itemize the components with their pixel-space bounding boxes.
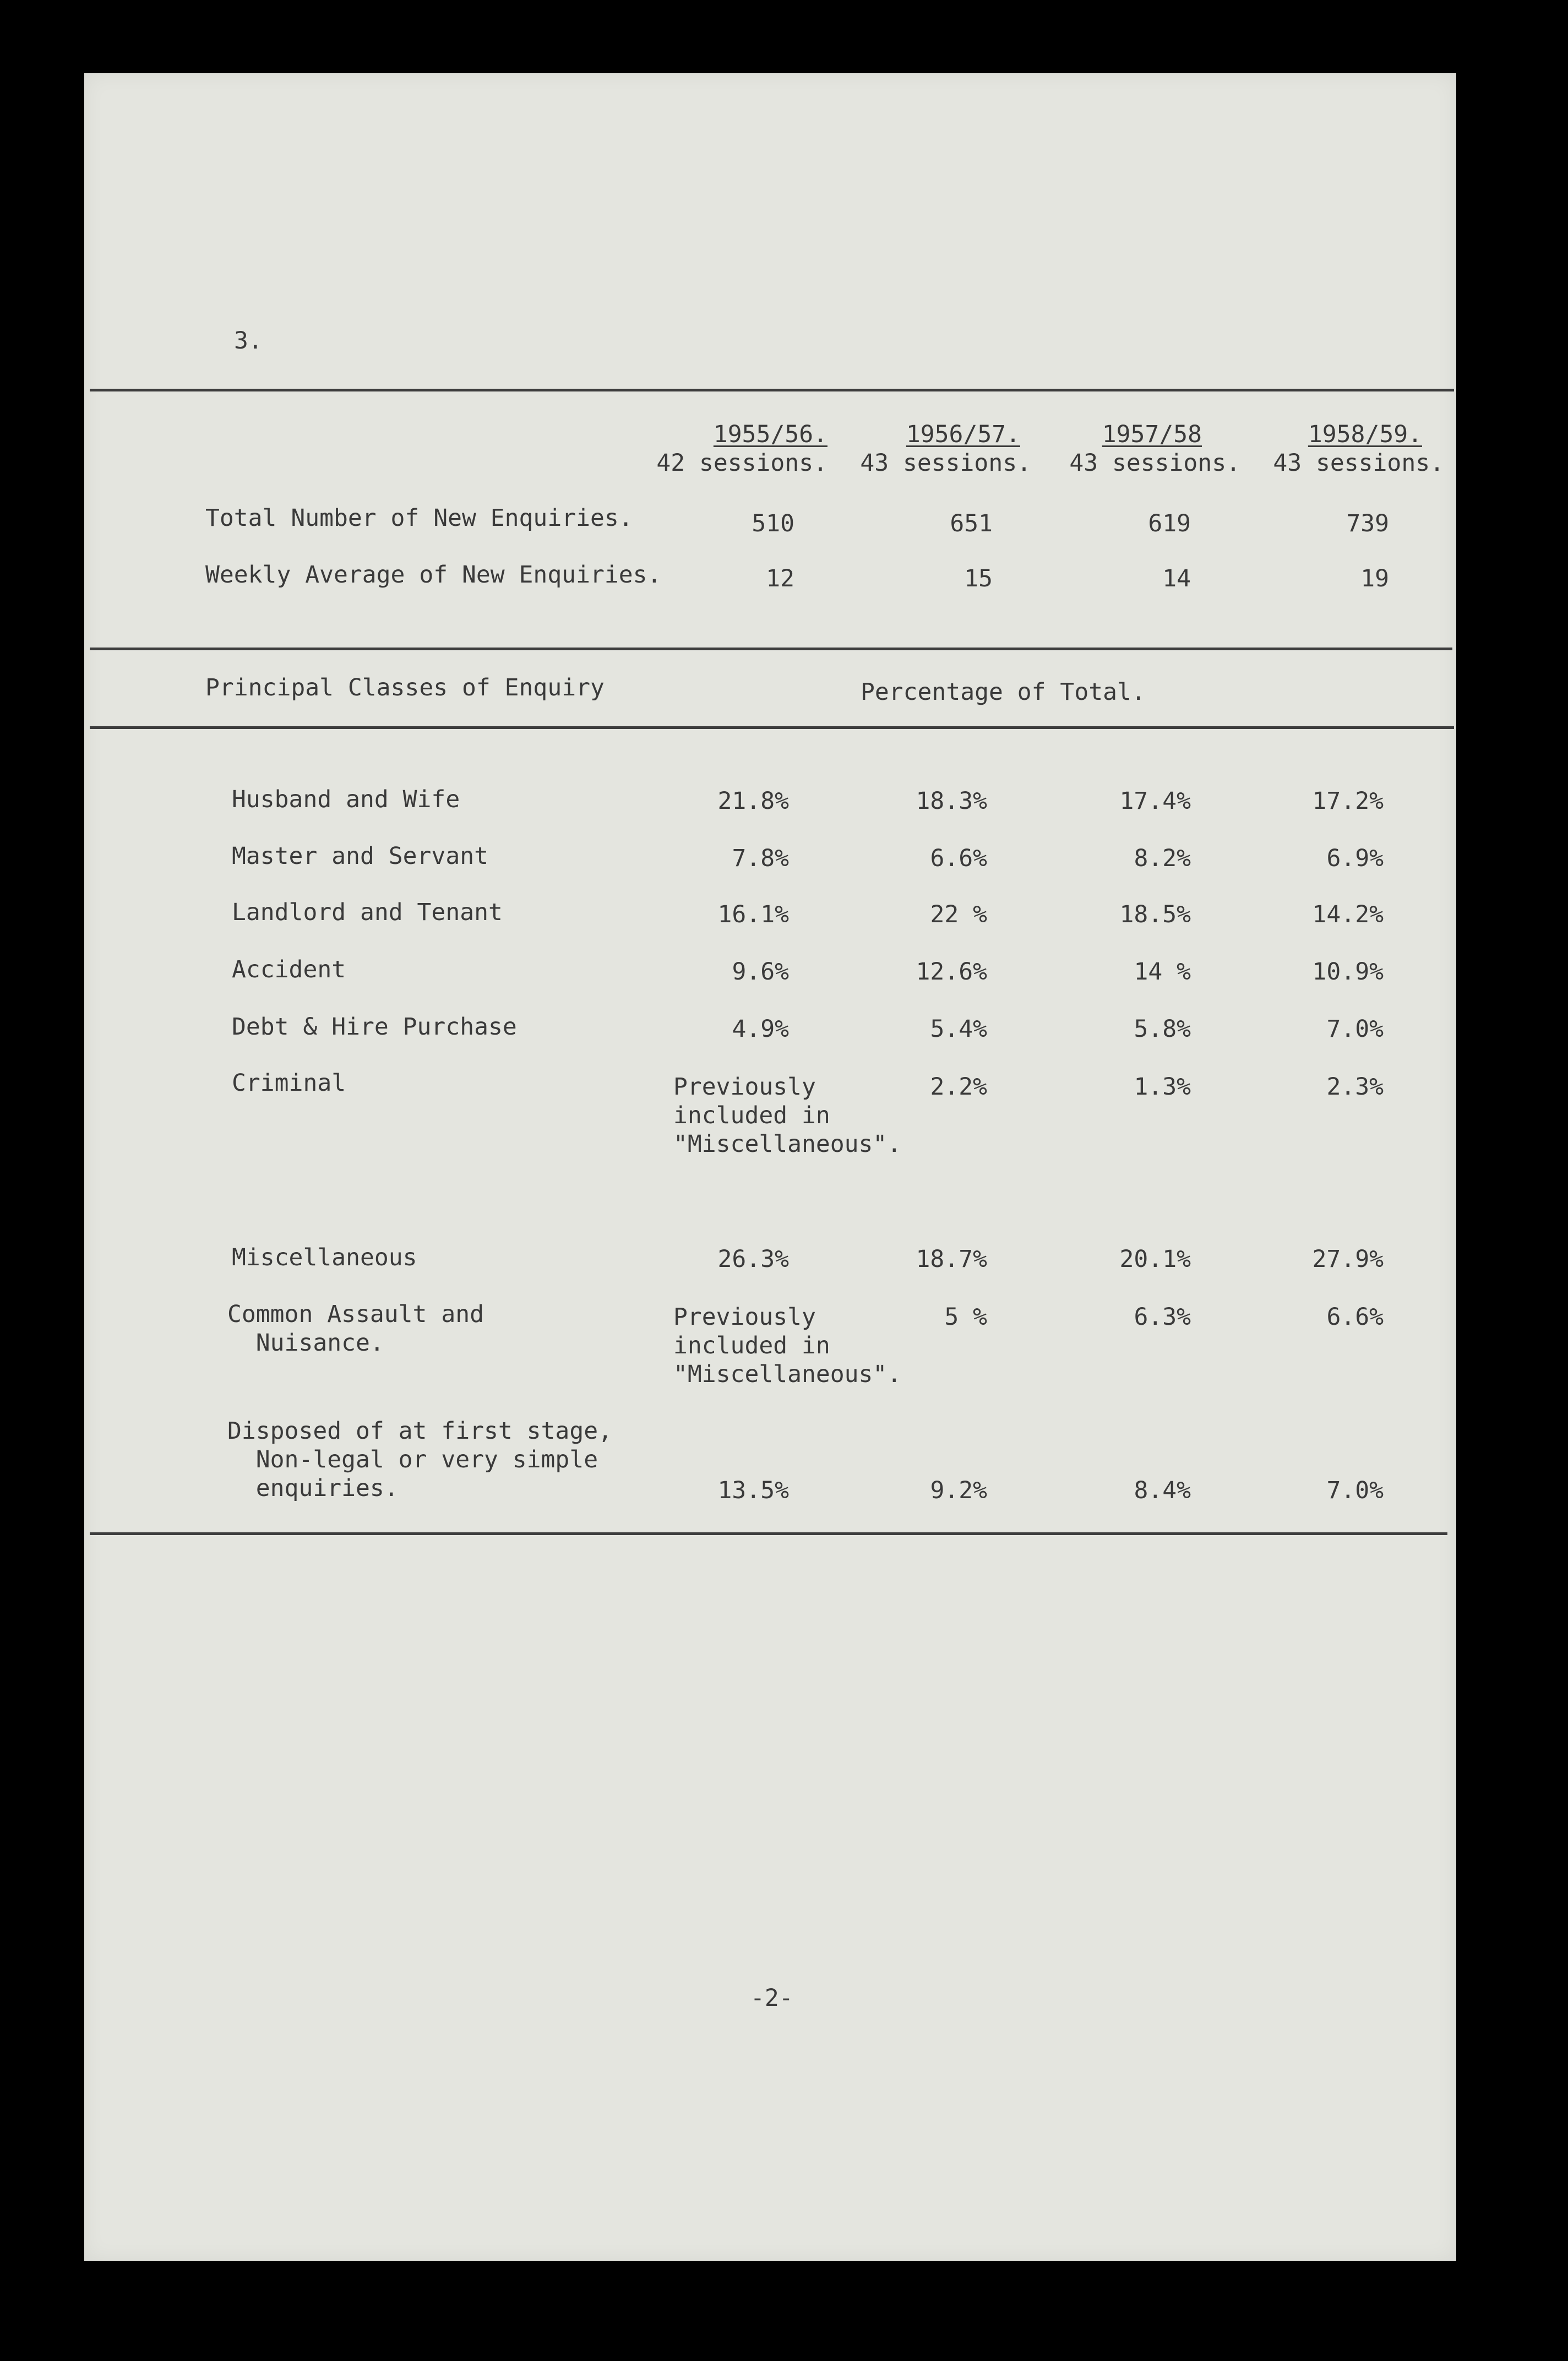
class-value: 7.0% [1326, 1477, 1384, 1504]
class-value: 9.2% [930, 1477, 987, 1504]
weekly-label: Weekly Average of New Enquiries. [205, 561, 662, 589]
class-value-note: Previously included in "Miscellaneous". [673, 1073, 902, 1158]
total-value-2: 651 [950, 510, 993, 537]
class-value: 27.9% [1312, 1245, 1384, 1273]
class-value: 6.3% [1134, 1303, 1191, 1331]
sessions-header-1: 42 sessions. [656, 449, 827, 477]
classes-heading: Principal Classes of Enquiry [205, 674, 605, 701]
class-value: 13.5% [717, 1477, 789, 1504]
sessions-header-2: 43 sessions. [860, 449, 1031, 477]
class-value: 1.3% [1134, 1073, 1191, 1101]
class-value: 6.6% [930, 845, 987, 872]
class-value: 6.9% [1326, 845, 1384, 872]
class-value: 8.4% [1134, 1477, 1191, 1504]
year-header-3: 1957/58 [1102, 421, 1202, 448]
year-header-2: 1956/57. [906, 421, 1020, 448]
section-number: 3. [234, 327, 263, 355]
class-value: 7.8% [732, 845, 789, 872]
class-label-disposed-first-stage: Disposed of at first stage, Non-legal or very simple enquiries. [227, 1417, 612, 1502]
class-value: 7.0% [1326, 1015, 1384, 1043]
bottom-rule [90, 1532, 1447, 1535]
weekly-value-2: 15 [964, 565, 993, 592]
class-label-husband-wife: Husband and Wife [232, 786, 460, 813]
class-value: 20.1% [1119, 1245, 1191, 1273]
class-value: 5.4% [930, 1015, 987, 1043]
class-value-note: Previously included in "Miscellaneous". [673, 1303, 902, 1388]
total-value-4: 739 [1346, 510, 1389, 537]
class-value: 17.2% [1312, 787, 1384, 815]
top-rule [90, 389, 1454, 391]
total-value-3: 619 [1148, 510, 1191, 537]
weekly-value-1: 12 [766, 565, 794, 592]
class-label-debt-hire-purchase: Debt & Hire Purchase [232, 1013, 517, 1041]
class-value: 14.2% [1312, 901, 1384, 928]
class-label-miscellaneous: Miscellaneous [232, 1244, 417, 1271]
class-value: 8.2% [1134, 845, 1191, 872]
weekly-value-3: 14 [1162, 565, 1191, 592]
class-value: 4.9% [732, 1015, 789, 1043]
class-value: 10.9% [1312, 958, 1384, 986]
class-value: 2.3% [1326, 1073, 1384, 1101]
rule-3 [90, 726, 1454, 729]
class-label-master-servant: Master and Servant [232, 842, 488, 870]
class-value: 2.2% [930, 1073, 987, 1101]
class-value: 17.4% [1119, 787, 1191, 815]
class-value: 12.6% [916, 958, 987, 986]
class-value: 16.1% [717, 901, 789, 928]
document-page [84, 73, 1456, 2261]
percentage-heading: Percentage of Total. [861, 678, 1146, 706]
class-label-criminal: Criminal [232, 1069, 346, 1097]
class-value: 26.3% [717, 1245, 789, 1273]
year-header-1: 1955/56. [713, 421, 827, 448]
sessions-header-3: 43 sessions. [1069, 449, 1240, 477]
class-label-accident: Accident [232, 956, 346, 983]
class-value: 22 % [930, 901, 987, 928]
class-value: 14 % [1134, 958, 1191, 986]
class-value: 18.3% [916, 787, 987, 815]
weekly-value-4: 19 [1360, 565, 1389, 592]
page-number: -2- [750, 1984, 793, 2012]
total-value-1: 510 [752, 510, 794, 537]
class-value: 6.6% [1326, 1303, 1384, 1331]
class-value: 5 % [944, 1303, 987, 1331]
class-label-common-assault: Common Assault and Nuisance. [227, 1301, 484, 1357]
class-label-landlord-tenant: Landlord and Tenant [232, 899, 503, 926]
class-value: 5.8% [1134, 1015, 1191, 1043]
sessions-header-4: 43 sessions. [1273, 449, 1444, 477]
year-header-4: 1958/59. [1308, 421, 1422, 448]
total-label: Total Number of New Enquiries. [205, 504, 633, 532]
class-value: 18.5% [1119, 901, 1191, 928]
class-value: 18.7% [916, 1245, 987, 1273]
rule-2 [90, 648, 1452, 650]
class-value: 21.8% [717, 787, 789, 815]
class-value: 9.6% [732, 958, 789, 986]
